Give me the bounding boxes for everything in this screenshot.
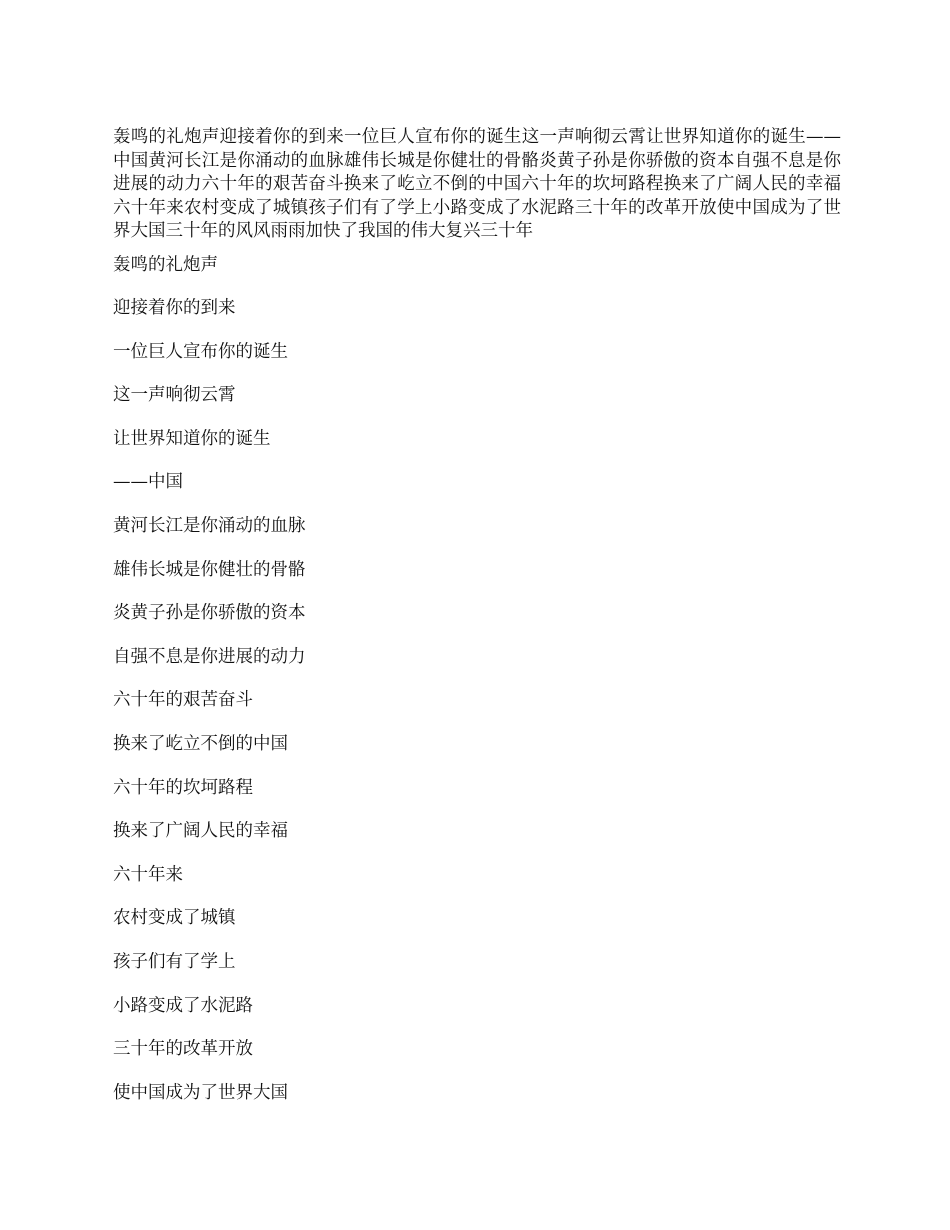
poem-line: 让世界知道你的诞生 [113,428,271,449]
document-page [113,126,841,1125]
poem-line: 一位巨人宣布你的诞生 [113,341,288,362]
poem-line: 这一声响彻云霄 [113,385,236,406]
poem-line: 迎接着你的到来 [113,298,236,319]
poem-line: 换来了广阔人民的幸福 [113,821,288,842]
poem-line: 农村变成了城镇 [113,908,236,929]
poem-line: 六十年的坎坷路程 [113,777,253,798]
poem-line: 自强不息是你进展的动力 [113,646,306,667]
poem-line: 炎黄子孙是你骄傲的资本 [113,603,306,624]
poem-line: ——中国 [113,472,183,493]
poem-line: 轰鸣的礼炮声 [113,254,218,275]
poem-line: 六十年的艰苦奋斗 [113,690,253,711]
poem-line: 雄伟长城是你健壮的骨骼 [113,559,306,580]
poem-line: 小路变成了水泥路 [113,995,253,1016]
poem-line: 使中国成为了世界大国 [113,1082,288,1103]
poem-line: 六十年来 [113,864,183,885]
poem-line: 三十年的改革开放 [113,1039,253,1060]
poem-line: 孩子们有了学上 [113,952,236,972]
poem-line: 换来了屹立不倒的中国 [113,734,288,755]
summary-paragraph: 轰鸣的礼炮声迎接着你的到来一位巨人宣布你的诞生这一声响彻云霄让世界知道你的诞生——中国黄河长江是你涌动的血脉雄伟长城是你健壮的骨骼炎黄子孙是你骄傲的资本自强不息是你进展的动力六十年的艰苦奋斗换来了屹立不倒的中国六十年的坎坷路程换来了广阔人民的幸福六十年来农村变成了城镇孩子们有了学上小路变成了水泥路三十年的改革开放使中国成为了世界大国三十年的风风雨雨加快了我国的伟大复兴三十年 [113,127,841,241]
poem-line: 黄河长江是你涌动的血脉 [113,516,306,537]
